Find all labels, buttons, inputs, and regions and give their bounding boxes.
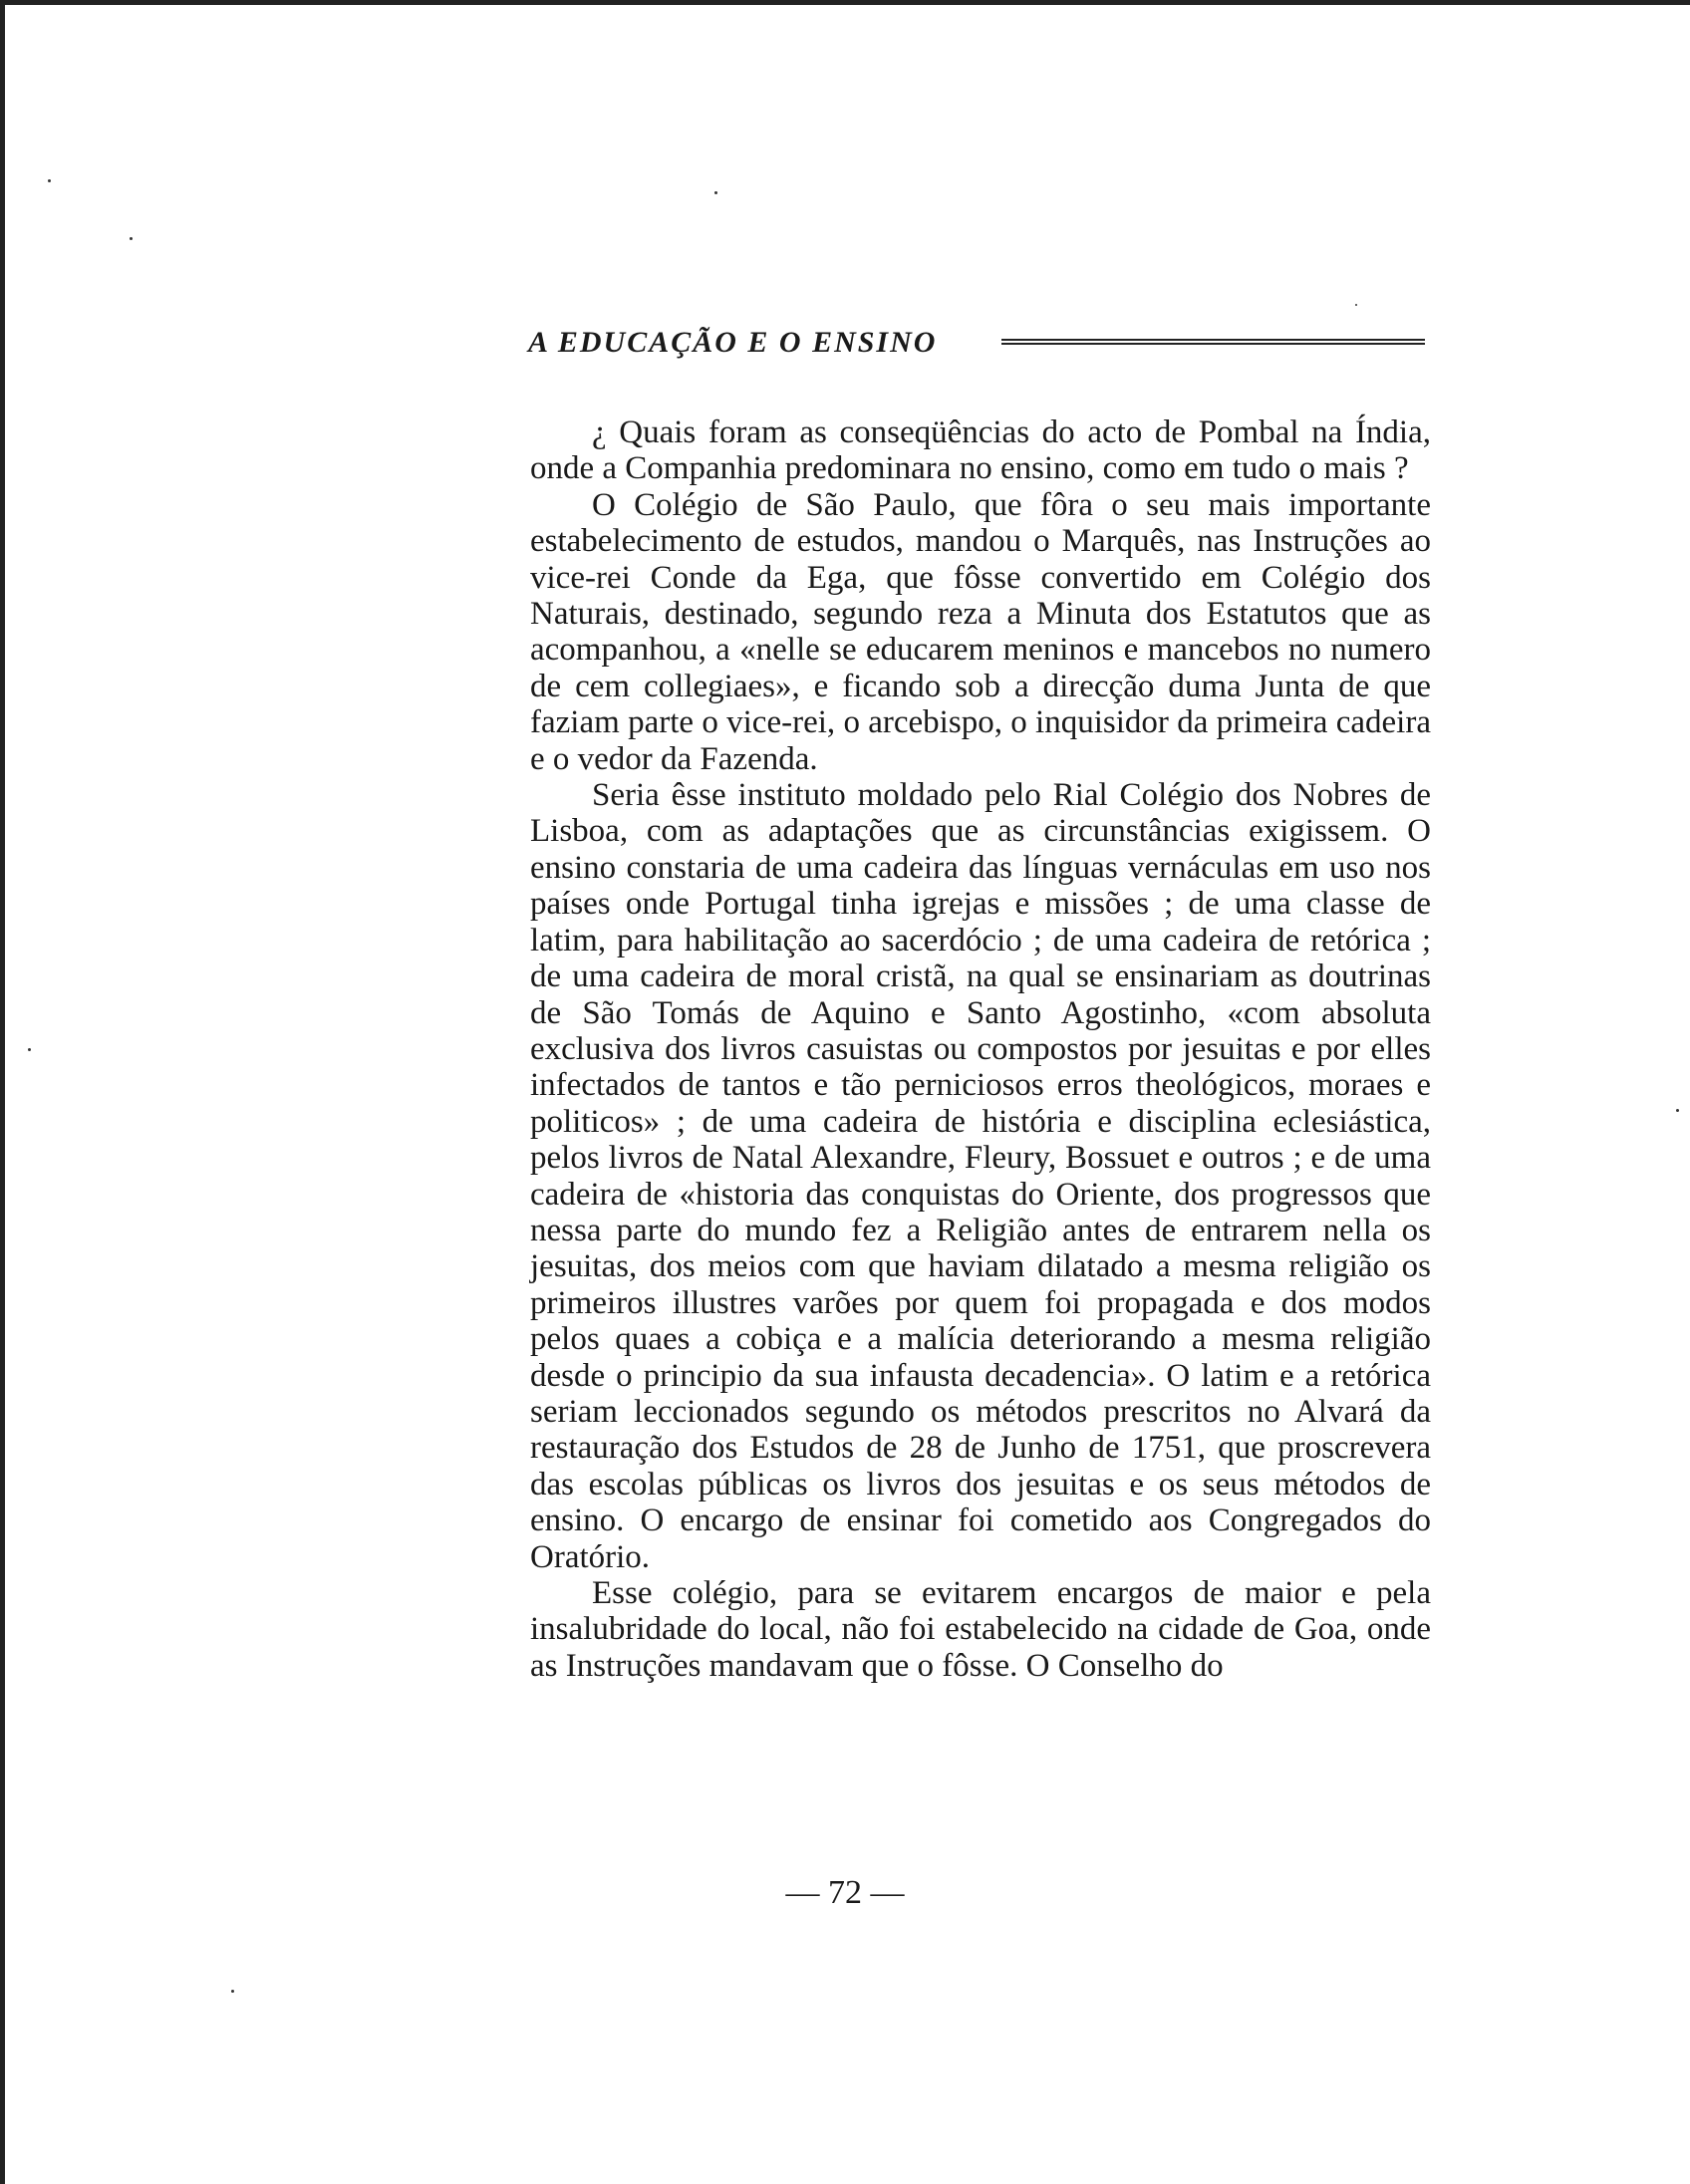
page-number: — 72 — [785, 1874, 905, 1911]
paragraph: Esse colégio, para se evitarem encargos de maior e pela insalubridade do local, não foi estabelecido na cidade de Goa, onde as Instruções mandavam que o fôsse. O Conselho do [530, 1575, 1431, 1684]
scan-edge-left [0, 0, 5, 2184]
dust-speck [48, 179, 51, 182]
dust-speck [714, 191, 717, 194]
dust-speck [1676, 1109, 1679, 1112]
running-header [528, 321, 1425, 365]
paragraph: ¿ Quais foram as conseqüências do acto de Pombal na Índia, onde a Companhia predominara no ensino, como em tudo o mais ? [530, 414, 1431, 487]
dust-speck [231, 1990, 234, 1993]
dust-speck [130, 237, 133, 240]
paragraph: O Colégio de São Paulo, que fôra o seu mais importante estabelecimento de estudos, mandou o Marquês, nas Instruções ao vice-rei Conde da Ega, que fôsse convertido em Colégio dos Naturais, destinado, segundo reza a Minuta dos Estatutos que as acompanhou, a «nelle se educarem meninos e mancebos no numero de cem collegiaes», e ficando sob a direcção duma Junta de que faziam parte o vice-rei, o arcebispo, o inquisidor da primeira cadeira e o vedor da Fazenda. [530, 486, 1431, 777]
dust-speck [28, 1048, 31, 1051]
paragraph: Seria êsse instituto moldado pelo Rial Colégio dos Nobres de Lisboa, com as adaptações que as circunstâncias exigissem. O ensino constaria de uma cadeira das línguas vernáculas em uso nos países onde Portugal tinha igrejas e missões ; de uma classe de latim, para habilitação ao sacerdócio ; de uma cadeira de retórica ; de uma cadeira de moral cristã, na qual se ensinariam as doutrinas de São Tomás de Aquino e Santo Agostinho, «com absoluta exclusiva dos livros casuistas ou compostos por jesuitas e por elles infectados de tantos e tão perniciosos erros theológicos, moraes e politicos» ; de uma cadeira de história e disciplina eclesiástica, pelos livros de Natal Alexandre, Fleury, Bossuet e outros ; e de uma cadeira de «historia das conquistas do Oriente, dos progressos que nessa parte do mundo fez a Religião antes de entrarem nella os jesuitas, dos meios com que haviam dilatado a mesma religião os primeiros illustres varões por quem foi propagada e dos modos pelos quaes a cobiça e a malícia deteriorando a mesma religião desde o principio da sua infausta decadencia». O latim e a retórica seriam leccionados segundo os métodos prescritos no Alvará da restauração dos Estudos de 28 de Junho de 1751, que proscrevera das escolas públicas os livros dos jesuitas e os seus métodos de ensino. O encargo de ensinar foi cometido aos Congregados do Oratório. [530, 777, 1431, 1575]
scan-edge-top [0, 0, 1690, 5]
body-text [530, 414, 1431, 1684]
running-header-title: A EDUCAÇÃO E O ENSINO [528, 326, 938, 359]
running-header-double-rule [1001, 339, 1425, 345]
dust-speck [1355, 304, 1357, 306]
